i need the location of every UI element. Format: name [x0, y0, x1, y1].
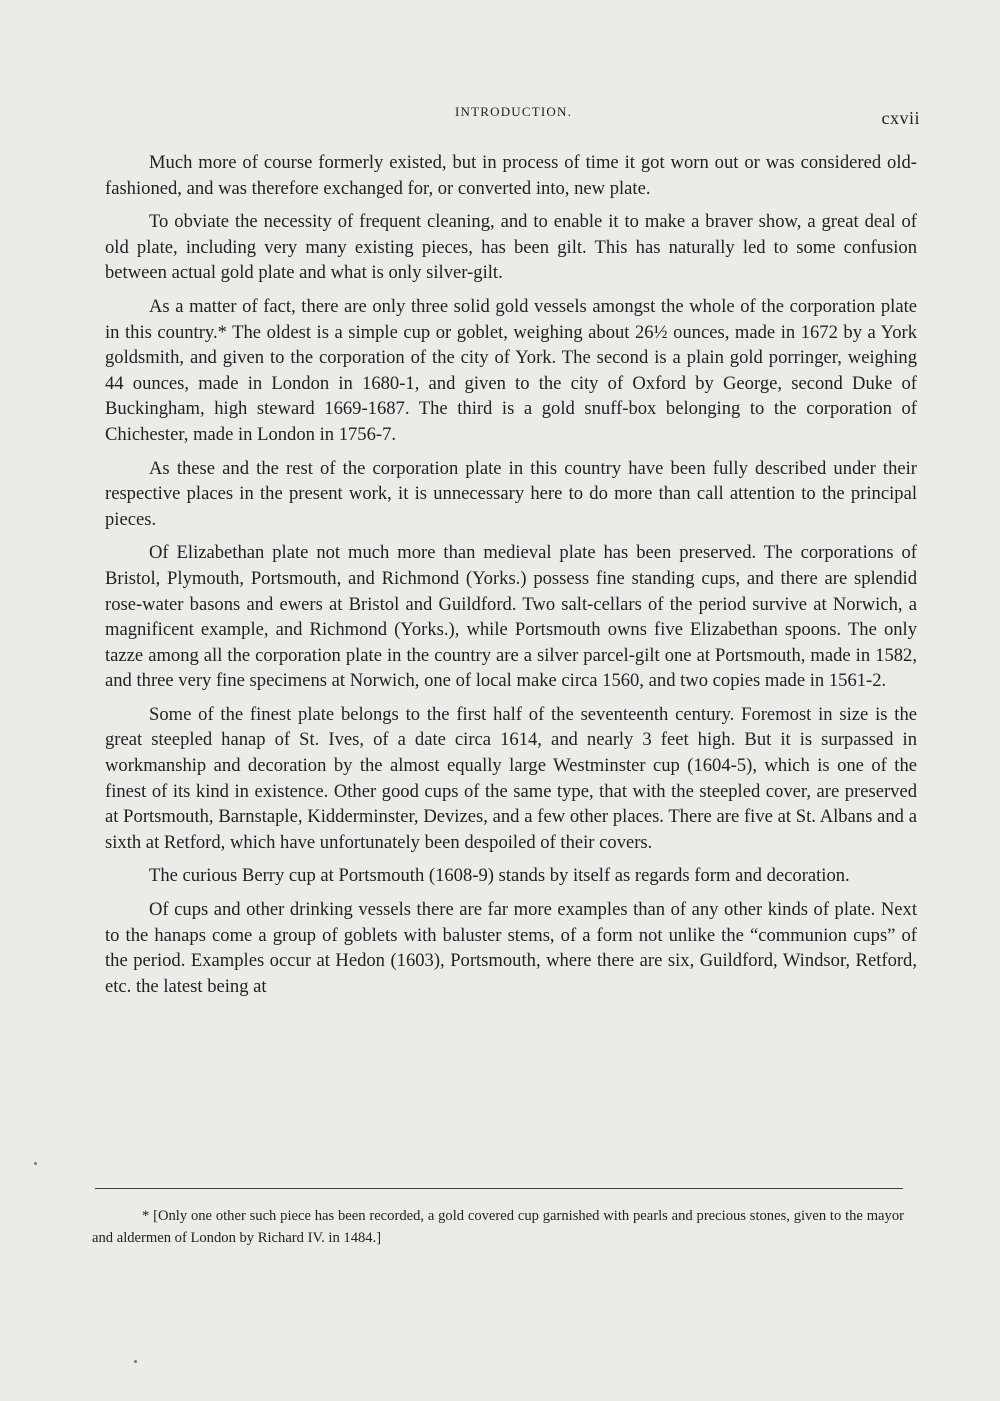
paragraph-6: Some of the finest plate belongs to the first half of the seventeenth century. Foremost in size is the great steepled hanap of St. Ives, of a date circa 1614, and nearly 3 feet high. But it is surpassed in workmanship and decoration by the almost equally large Westminster cup (1604-5), which is one of the finest of its kind in existence. Other good cups of the same type, that with the steepled cover, are preserved at Portsmouth, Barnstaple, Kidderminster, Devizes, and a few other places. There are five at St. Albans and a sixth at Retford, which have unfortunately been despoiled of their covers.	[105, 703, 917, 853]
running-head	[0, 104, 1000, 128]
paragraph-2: To obviate the necessity of frequent cleaning, and to enable it to make a braver show, a great deal of old plate, including very many existing pieces, has been gilt. This has naturally led to some confusion between actual gold plate and what is only silver-gilt.	[105, 211, 917, 284]
paragraph-4: As these and the rest of the corporation plate in this country have been fully described under their respective places in the present work, it is unnecessary here to do more than call attention to the principal pieces.	[105, 457, 917, 530]
body-text	[105, 150, 917, 1007]
paragraph-7: The curious Berry cup at Portsmouth (1608-9) stands by itself as regards form and decoration.	[149, 865, 850, 887]
footnote: * [Only one other such piece has been recorded, a gold covered cup garnished with pearls and precious stones, given to the mayor and aldermen of London by Richard IV. in 1484.]	[92, 1208, 904, 1246]
page-number: cxvii	[881, 108, 920, 128]
paragraph-5: Of Elizabethan plate not much more than medieval plate has been preserved. The corporations of Bristol, Plymouth, Portsmouth, and Richmond (Yorks.) possess fine standing cups, and there are splendid rose-water basons and ewers at Bristol and Guildford. Two salt-cellars of the period survive at Norwich, a magnificent example, and Richmond (Yorks.), while Portsmouth owns five Elizabethan spoons. The only tazze among all the corporation plate in the country are a silver parcel-gilt one at Portsmouth, made in 1582, and three very fine specimens at Norwich, one of local make circa 1560, and two copies made in 1561-2.	[105, 542, 917, 692]
paper-speck	[134, 1360, 137, 1363]
running-title: INTRODUCTION.	[455, 104, 573, 119]
paragraph-1: Much more of course formerly existed, but in process of time it got worn out or was considered old-fashioned, and was therefore exchanged for, or converted into, new plate.	[105, 152, 917, 199]
paragraph-3: As a matter of fact, there are only three solid gold vessels amongst the whole of the corporation plate in this country.* The oldest is a simple cup or goblet, weighing about 26½ ounces, made in 1672 by a York goldsmith, and given to the corporation of the city of York. The second is a plain gold porringer, weighing 44 ounces, made in London in 1680-1, and given to the city of Oxford by George, second Duke of Buckingham, high steward 1669-1687. The third is a gold snuff-box belonging to the corporation of Chichester, made in London in 1756-7.	[105, 295, 917, 445]
paper-speck	[34, 1162, 37, 1165]
paragraph-8: Of cups and other drinking vessels there are far more examples than of any other kinds of plate. Next to the hanaps come a group of goblets with baluster stems, of a form not unlike the “communion cups” of the period. Examples occur at Hedon (1603), Portsmouth, where there are six, Guildford, Windsor, Retford, etc. the latest being at	[105, 899, 917, 997]
footnote-rule	[95, 1188, 903, 1189]
